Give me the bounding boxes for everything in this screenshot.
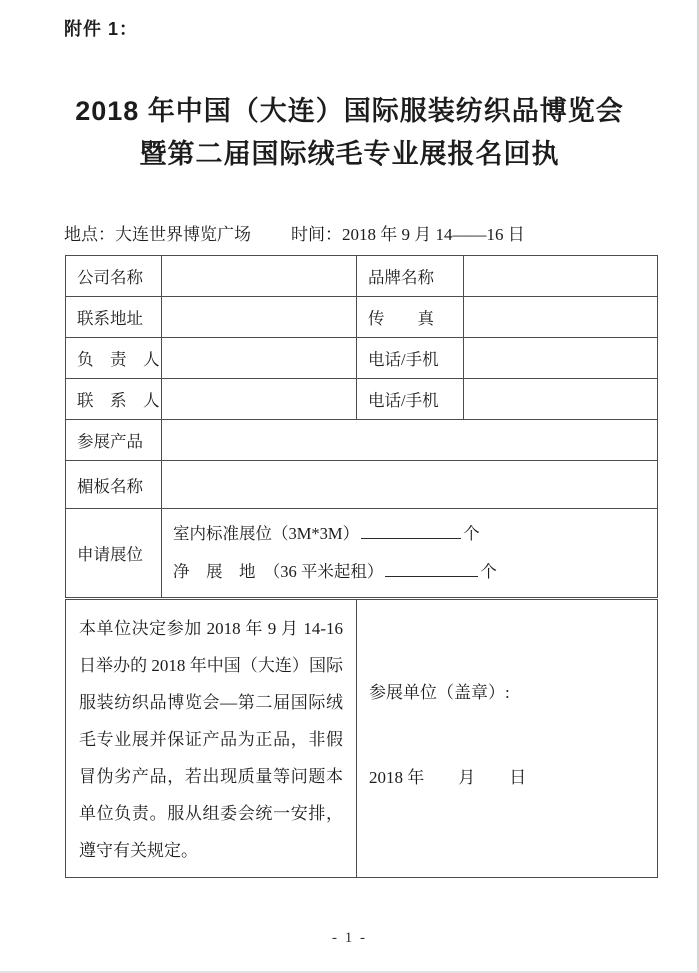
table-row-company [66,256,658,297]
booth-rawspace-blank-line [385,576,478,577]
table-row-principal [66,338,658,379]
principal-label: 负 责 人 [66,338,162,379]
booth-option-rawspace [173,553,657,591]
table-row-fascia [66,461,658,509]
booth-rawspace-prefix: 净 展 地 （36 平米起租） [173,562,384,581]
document-title [0,90,699,176]
principal-value [162,338,357,379]
declaration-text: 本单位决定参加 2018 年 9 月 14-16 日举办的 2018 年中国（大连）国际服装纺织品博览会—第二届国际绒毛专业展并保证产品为正品，非假冒伪劣产品，若出现质量等问题本单位负责。服从组委会统一安排，遵守有关规定。 [66,600,357,878]
brand-name-value [464,256,658,297]
contact-person-label: 联 系 人 [66,379,162,420]
table-row-contact [66,379,658,420]
attachment-label: 附件 1： [64,19,139,39]
company-name-value [162,256,357,297]
booth-options-cell [162,509,658,598]
booth-apply-label: 申请展位 [66,509,162,598]
principal-phone-label: 电话/手机 [357,338,464,379]
fax-value [464,297,658,338]
stamp-label: 参展单位（盖章）: [369,683,510,702]
brand-name-label: 品牌名称 [357,256,464,297]
fax-label: 传 真 [357,297,464,338]
fascia-name-label: 楣板名称 [66,461,162,509]
company-name-label: 公司名称 [66,256,162,297]
registration-form-table [65,255,658,598]
contact-phone-value [464,379,658,420]
booth-standard-suffix: 个 [463,524,480,543]
table-row-address [66,297,658,338]
declaration-table [65,599,658,878]
exhibit-products-label: 参展产品 [66,420,162,461]
event-time: 时间：2018 年 9 月 14——16 日 [291,225,525,244]
contact-phone-label: 电话/手机 [357,379,464,420]
table-row-products [66,420,658,461]
booth-standard-prefix: 室内标准展位（3M*3M） [173,524,360,543]
booth-standard-blank-line [361,538,461,539]
table-row-booth [66,509,658,598]
booth-rawspace-suffix: 个 [480,562,497,581]
title-line-1: 2018 年中国（大连）国际服装纺织品博览会 [75,96,624,126]
contact-address-label: 联系地址 [66,297,162,338]
exhibit-products-value [162,420,658,461]
signature-cell [357,600,658,878]
fascia-name-value [162,461,658,509]
contact-person-value [162,379,357,420]
event-info-line [64,220,658,245]
event-location: 地点：大连世界博览广场 [64,225,251,244]
principal-phone-value [464,338,658,379]
contact-address-value [162,297,357,338]
page-number: - 1 - [332,930,367,946]
declaration-row [66,600,658,878]
title-line-2: 暨第二届国际绒毛专业展报名回执 [139,139,560,169]
signature-date-line: 2018 年 月 日 [369,768,527,787]
booth-option-standard [173,515,657,553]
